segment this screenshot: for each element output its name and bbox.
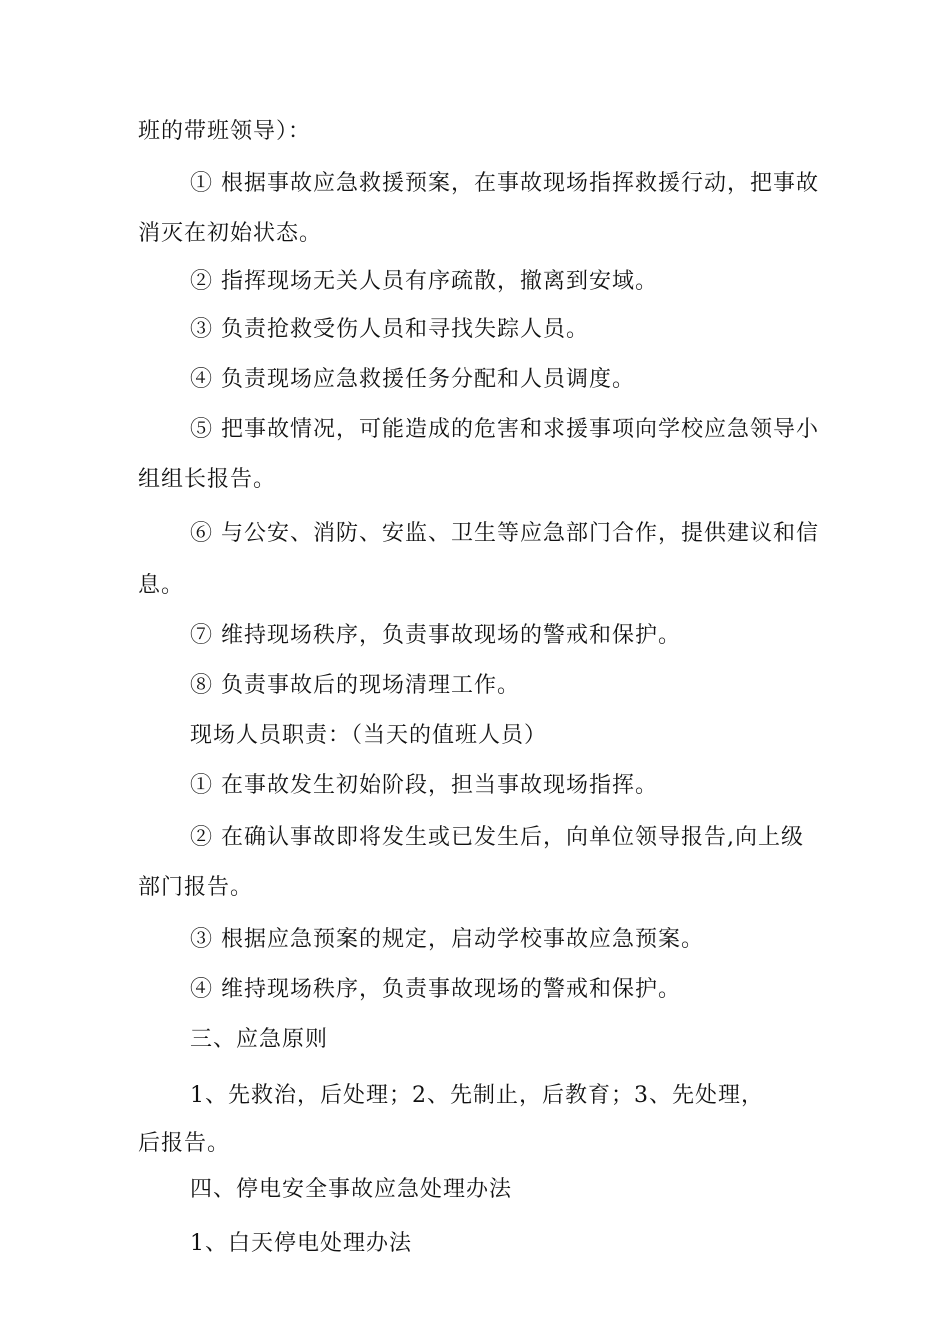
- section-heading: 四、停电安全事故应急处理办法: [190, 1177, 513, 1202]
- text-line: ⑦ 维持现场秩序，负责事故现场的警戒和保护。: [190, 623, 681, 648]
- text-line: 1、先救治，后处理；2、先制止，后教育；3、先处理，: [190, 1083, 764, 1108]
- text-line: 班的带班领导）：: [138, 119, 312, 144]
- text-line: ⑥ 与公安、消防、安监、卫生等应急部门合作，提供建议和信: [190, 521, 819, 546]
- text-line: 组组长报告。: [138, 467, 277, 492]
- section-heading: 三、应急原则: [190, 1027, 329, 1052]
- text-line: ① 根据事故应急救援预案，在事故现场指挥救援行动，把事故: [190, 171, 819, 196]
- text-line: 后报告。: [138, 1131, 231, 1156]
- subsection-heading: 1、白天停电处理办法: [190, 1231, 412, 1256]
- text-line: ⑤ 把事故情况，可能造成的危害和求援事项向学校应急领导小: [190, 417, 819, 442]
- text-line: ③ 负责抢救受伤人员和寻找失踪人员。: [190, 317, 589, 342]
- text-line: ⑧ 负责事故后的现场清理工作。: [190, 673, 520, 698]
- text-line: 消灭在初始状态。: [138, 221, 323, 246]
- text-line: ② 在确认事故即将发生或已发生后，向单位领导报告,向上级: [190, 825, 804, 850]
- text-line: ③ 根据应急预案的规定，启动学校事故应急预案。: [190, 927, 704, 952]
- text-line: ② 指挥现场无关人员有序疏散，撤离到安域。: [190, 269, 658, 294]
- text-line: 现场人员职责：（当天的值班人员）: [190, 723, 548, 748]
- text-line: ④ 维持现场秩序，负责事故现场的警戒和保护。: [190, 977, 681, 1002]
- text-line: 部门报告。: [138, 875, 254, 900]
- text-line: ④ 负责现场应急救援任务分配和人员调度。: [190, 367, 635, 392]
- text-line: ① 在事故发生初始阶段，担当事故现场指挥。: [190, 773, 658, 798]
- text-line: 息。: [138, 573, 185, 598]
